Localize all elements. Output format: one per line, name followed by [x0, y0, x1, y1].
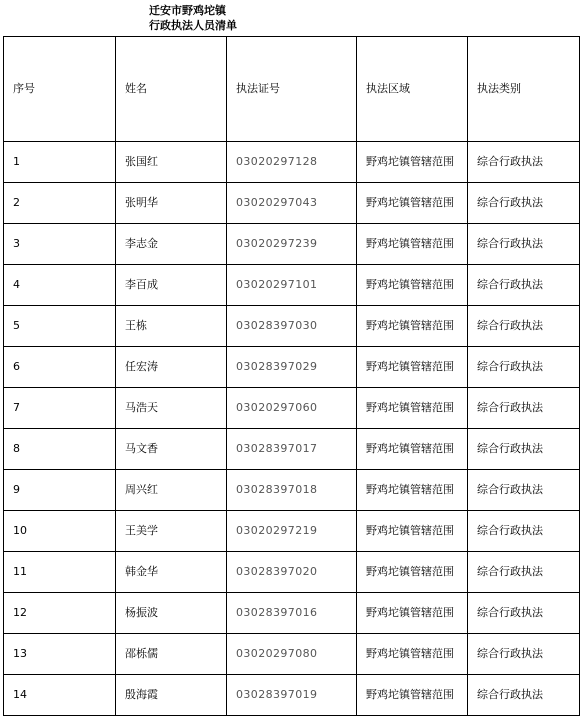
cell-cert-number: 03020297080 [227, 634, 357, 675]
cell-name: 李百成 [116, 265, 227, 306]
cell-cert-number: 03028397016 [227, 593, 357, 634]
table-row [4, 142, 580, 183]
cell-area: 野鸡坨镇管辖范围 [357, 224, 468, 265]
cell-cert-number: 03020297043 [227, 183, 357, 224]
cell-name: 马文香 [116, 429, 227, 470]
cell-category: 综合行政执法 [468, 265, 580, 306]
table-row [4, 593, 580, 634]
cell-cert-number: 03028397019 [227, 675, 357, 716]
cell-index: 2 [4, 183, 116, 224]
cell-index: 5 [4, 306, 116, 347]
cell-category: 综合行政执法 [468, 183, 580, 224]
cell-index: 3 [4, 224, 116, 265]
table-row [4, 306, 580, 347]
cell-cert-number: 03028397029 [227, 347, 357, 388]
cell-name: 韩金华 [116, 552, 227, 593]
table-row [4, 429, 580, 470]
header-cert-number: 执法证号 [227, 37, 357, 142]
cell-cert-number: 03020297101 [227, 265, 357, 306]
cell-category: 综合行政执法 [468, 388, 580, 429]
cell-category: 综合行政执法 [468, 634, 580, 675]
cell-name: 张明华 [116, 183, 227, 224]
cell-area: 野鸡坨镇管辖范围 [357, 675, 468, 716]
cell-category: 综合行政执法 [468, 593, 580, 634]
cell-category: 综合行政执法 [468, 511, 580, 552]
cell-area: 野鸡坨镇管辖范围 [357, 142, 468, 183]
cell-cert-number: 03028397018 [227, 470, 357, 511]
cell-index: 8 [4, 429, 116, 470]
cell-category: 综合行政执法 [468, 429, 580, 470]
header-area: 执法区域 [357, 37, 468, 142]
cell-index: 10 [4, 511, 116, 552]
cell-index: 4 [4, 265, 116, 306]
cell-index: 13 [4, 634, 116, 675]
cell-cert-number: 03028397017 [227, 429, 357, 470]
cell-category: 综合行政执法 [468, 675, 580, 716]
cell-cert-number: 03020297219 [227, 511, 357, 552]
cell-name: 李志金 [116, 224, 227, 265]
table-row [4, 183, 580, 224]
table-row [4, 552, 580, 593]
cell-cert-number: 03028397030 [227, 306, 357, 347]
table-row [4, 511, 580, 552]
cell-cert-number: 03020297239 [227, 224, 357, 265]
cell-area: 野鸡坨镇管辖范围 [357, 552, 468, 593]
cell-area: 野鸡坨镇管辖范围 [357, 388, 468, 429]
table-row [4, 347, 580, 388]
cell-name: 马浩天 [116, 388, 227, 429]
cell-area: 野鸡坨镇管辖范围 [357, 265, 468, 306]
cell-index: 7 [4, 388, 116, 429]
cell-area: 野鸡坨镇管辖范围 [357, 429, 468, 470]
personnel-table [3, 36, 580, 716]
cell-category: 综合行政执法 [468, 470, 580, 511]
header-index: 序号 [4, 37, 116, 142]
cell-name: 殷海霞 [116, 675, 227, 716]
cell-index: 9 [4, 470, 116, 511]
table-row [4, 634, 580, 675]
cell-area: 野鸡坨镇管辖范围 [357, 183, 468, 224]
table-row [4, 265, 580, 306]
cell-area: 野鸡坨镇管辖范围 [357, 593, 468, 634]
cell-area: 野鸡坨镇管辖范围 [357, 470, 468, 511]
document-title [149, 3, 237, 33]
cell-index: 6 [4, 347, 116, 388]
cell-category: 综合行政执法 [468, 552, 580, 593]
cell-name: 杨振波 [116, 593, 227, 634]
cell-area: 野鸡坨镇管辖范围 [357, 634, 468, 675]
cell-area: 野鸡坨镇管辖范围 [357, 347, 468, 388]
cell-index: 12 [4, 593, 116, 634]
cell-index: 11 [4, 552, 116, 593]
table-row [4, 224, 580, 265]
cell-cert-number: 03020297128 [227, 142, 357, 183]
cell-category: 综合行政执法 [468, 224, 580, 265]
cell-name: 邵栎儒 [116, 634, 227, 675]
cell-name: 王栋 [116, 306, 227, 347]
header-name: 姓名 [116, 37, 227, 142]
cell-cert-number: 03020297060 [227, 388, 357, 429]
cell-name: 张国红 [116, 142, 227, 183]
cell-category: 综合行政执法 [468, 347, 580, 388]
cell-cert-number: 03028397020 [227, 552, 357, 593]
table-header-row [4, 37, 580, 142]
cell-category: 综合行政执法 [468, 306, 580, 347]
cell-index: 14 [4, 675, 116, 716]
cell-name: 任宏涛 [116, 347, 227, 388]
table-row [4, 470, 580, 511]
cell-area: 野鸡坨镇管辖范围 [357, 511, 468, 552]
title-line-1: 迁安市野鸡坨镇 [149, 4, 226, 17]
cell-name: 王美学 [116, 511, 227, 552]
table-row [4, 675, 580, 716]
cell-area: 野鸡坨镇管辖范围 [357, 306, 468, 347]
header-category: 执法类别 [468, 37, 580, 142]
cell-category: 综合行政执法 [468, 142, 580, 183]
cell-name: 周兴红 [116, 470, 227, 511]
table-row [4, 388, 580, 429]
title-line-2: 行政执法人员清单 [149, 19, 237, 32]
cell-index: 1 [4, 142, 116, 183]
